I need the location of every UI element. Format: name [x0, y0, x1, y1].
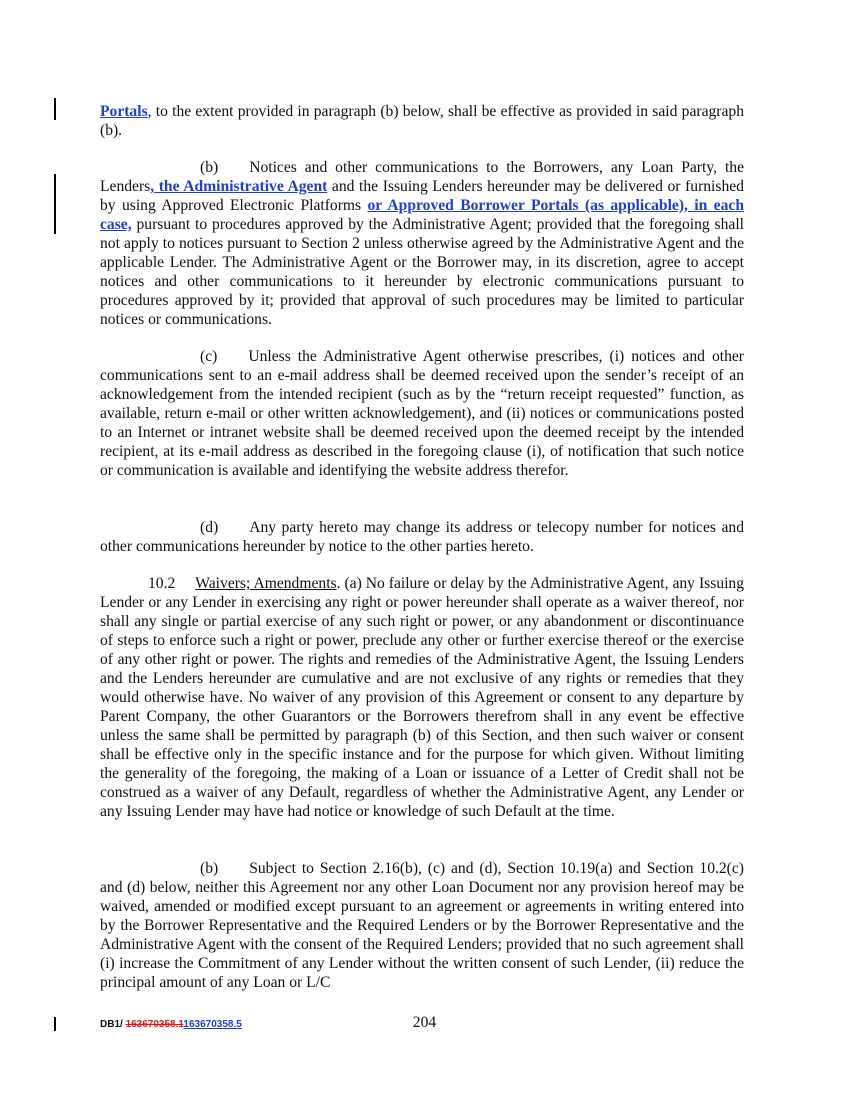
paragraph-marker: (d) [200, 519, 219, 536]
paragraph-marker: (b) [200, 159, 219, 176]
deleted-doc-id: 163670358.1 [125, 1019, 184, 1030]
paragraph-b-notices: (b) Notices and other communications to the Borrowers, any Loan Party, the Lenders, the Administrative Agent and the Issuing Lenders hereunder may be delivered or furnished by using Approved Electronic Platforms or Approved Borrower Portals (as applicable), in each case, pursuant to procedures approved by the Administrative Agent; provided that the foregoing shall not apply to notices pursuant to Section 2 unless otherwise agreed by the Administrative Agent and the applicable Lender. The Administrative Agent or the Borrower may, in its discretion, agree to accept notices and other communications to it hereunder by electronic communications pursuant to procedures approved by it; provided that approval of such procedures may be limited to particular notices or communications. [100, 159, 744, 328]
paragraph-portals: Portals, to the extent provided in paragraph (b) below, shall be effective as provided in said paragraph (b). [100, 103, 744, 139]
paragraph-d-address: (d) Any party hereto may change its address or telecopy number for notices and other communications hereunder by notice to the other parties hereto. [100, 519, 744, 555]
inserted-text: Portals [100, 103, 148, 120]
paragraph-b-subject: (b) Subject to Section 2.16(b), (c) and (d), Section 10.19(a) and Section 10.2(c) and (d) below, neither this Agreement nor any other Loan Document nor any provision hereof may be waived, amended or modified except pursuant to an agreement or agreements in writing entered into by the Borrower Representative and the Required Lenders or by the Borrower Representative and the Administrative Agent with the consent of the Required Lenders; provided that no such agreement shall (i) increase the Commitment of any Lender without the written consent of such Lender, (ii) reduce the principal amount of any Loan or L/C [100, 860, 744, 991]
inserted-text: , the Administrative Agent [150, 178, 328, 195]
paragraph-c-email: (c) Unless the Administrative Agent otherwise prescribes, (i) notices and other communications sent to an e-mail address shall be deemed received upon the sender’s receipt of an acknowledgement from the intended recipient (such as by the “return receipt requested” function, as available, return e-mail or other written acknowledgement), and (ii) notices or communications posted to an Internet or intranet website shall be deemed received upon the deemed receipt by the intended recipient, at its e-mail address as described in the foregoing clause (i), of notification that such notice or communication is available and identifying the website address therefor. [100, 348, 744, 479]
section-number: 10.2 [148, 575, 176, 592]
document-id-footer: DB1/ 163670358.1163670358.5 [100, 1019, 242, 1030]
section-10-2-waivers: 10.2 Waivers; Amendments. (a) No failure or delay by the Administrative Agent, any Issuing Lender or any Lender in exercising any right or power hereunder shall operate as a waiver thereof, nor shall any single or partial exercise of any such right or power, or any abandonment or discontinuance of steps to enforce such a right or power, preclude any other or further exercise thereof or the exercise of any other right or power. The rights and remedies of the Administrative Agent, the Issuing Lenders and the Lenders hereunder are cumulative and are not exclusive of any rights or remedies that they would otherwise have. No waiver of any provision of this Agreement or consent to any departure by Parent Company, the other Guarantors or the Borrowers therefrom shall in any event be effective unless the same shall be permitted by paragraph (b) of this Section, and then such waiver or consent shall be effective only in the specific instance and for the purpose for which given. Without limiting the generality of the foregoing, the making of a Loan or issuance of a Letter of Credit shall not be construed as a waiver of any Default, regardless of whether the Administrative Agent, any Lender or any Issuing Lender may have had notice or knowledge of such Default at the time. [100, 575, 744, 820]
change-bar [54, 98, 56, 120]
change-bar [54, 174, 56, 234]
page-number: 204 [412, 1014, 437, 1031]
inserted-text: or Approved Borrower Portals (as applicable), in each case, [100, 197, 744, 233]
paragraph-marker: (c) [200, 348, 218, 365]
inserted-doc-id: 163670358.5 [183, 1019, 242, 1030]
paragraph-marker: (b) [200, 860, 219, 877]
section-heading: Waivers; Amendments [195, 575, 337, 592]
